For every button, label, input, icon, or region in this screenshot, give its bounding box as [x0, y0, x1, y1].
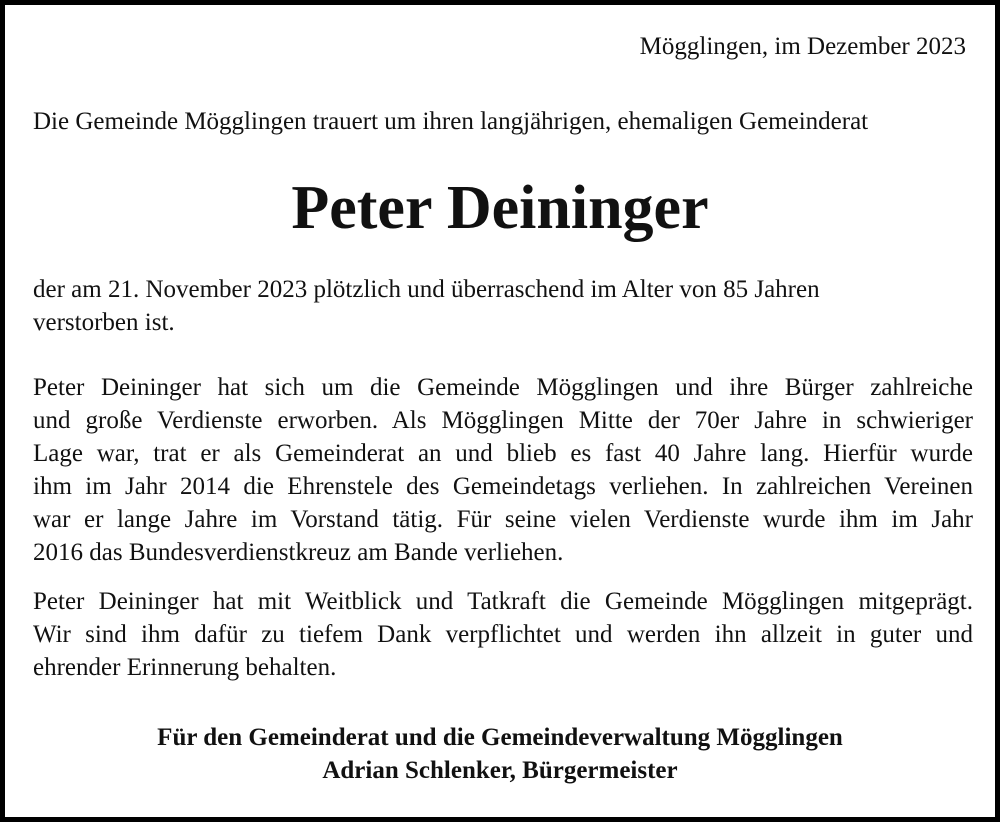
paragraph-line: verstorben ist. — [33, 309, 175, 336]
paragraph-death-notice — [33, 273, 973, 339]
paragraph-line: war er lange Jahre im Vorstand tätig. Für seine vielen Verdienste wurde ihm im Jahr — [33, 506, 973, 533]
paragraph-merits — [33, 371, 973, 569]
paragraph-line: 2016 das Bundesverdienstkreuz am Bande verliehen. — [33, 539, 564, 566]
paragraph-line: Peter Deininger hat sich um die Gemeinde Mögglingen und ihre Bürger zahlreiche — [33, 374, 973, 401]
intro-text: Die Gemeinde Mögglingen trauert um ihren langjährigen, ehemaligen Gemeinderat — [33, 108, 869, 135]
signature-organization: Für den Gemeinderat und die Gemeindeverwaltung Mögglingen — [157, 724, 843, 751]
paragraph-line: ehrender Erinnerung behalten. — [33, 654, 337, 681]
paragraph-line: Lage war, trat er als Gemeinderat an und blieb es fast 40 Jahre lang. Hierfür wurde — [33, 440, 973, 467]
signature-block — [5, 721, 995, 787]
paragraph-line: Wir sind ihm dafür zu tiefem Dank verpflichtet und werden ihn allzeit in guter und — [33, 621, 973, 648]
deceased-name: Peter Deininger — [291, 174, 709, 242]
paragraph-line: und große Verdienste erworben. Als Mögglingen Mitte der 70er Jahre in schwieriger — [33, 407, 973, 434]
paragraph-line: Peter Deininger hat mit Weitblick und Tatkraft die Gemeinde Mögglingen mitgeprägt. — [33, 588, 973, 615]
date-line: Mögglingen, im Dezember 2023 — [639, 33, 966, 60]
paragraph-gratitude — [33, 585, 973, 684]
paragraph-line: ihm im Jahr 2014 die Ehrenstele des Gemeindetags verliehen. In zahlreichen Vereinen — [33, 473, 973, 500]
paragraph-line: der am 21. November 2023 plötzlich und überraschend im Alter von 85 Jahren — [33, 276, 820, 303]
signature-mayor: Adrian Schlenker, Bürgermeister — [322, 757, 678, 784]
